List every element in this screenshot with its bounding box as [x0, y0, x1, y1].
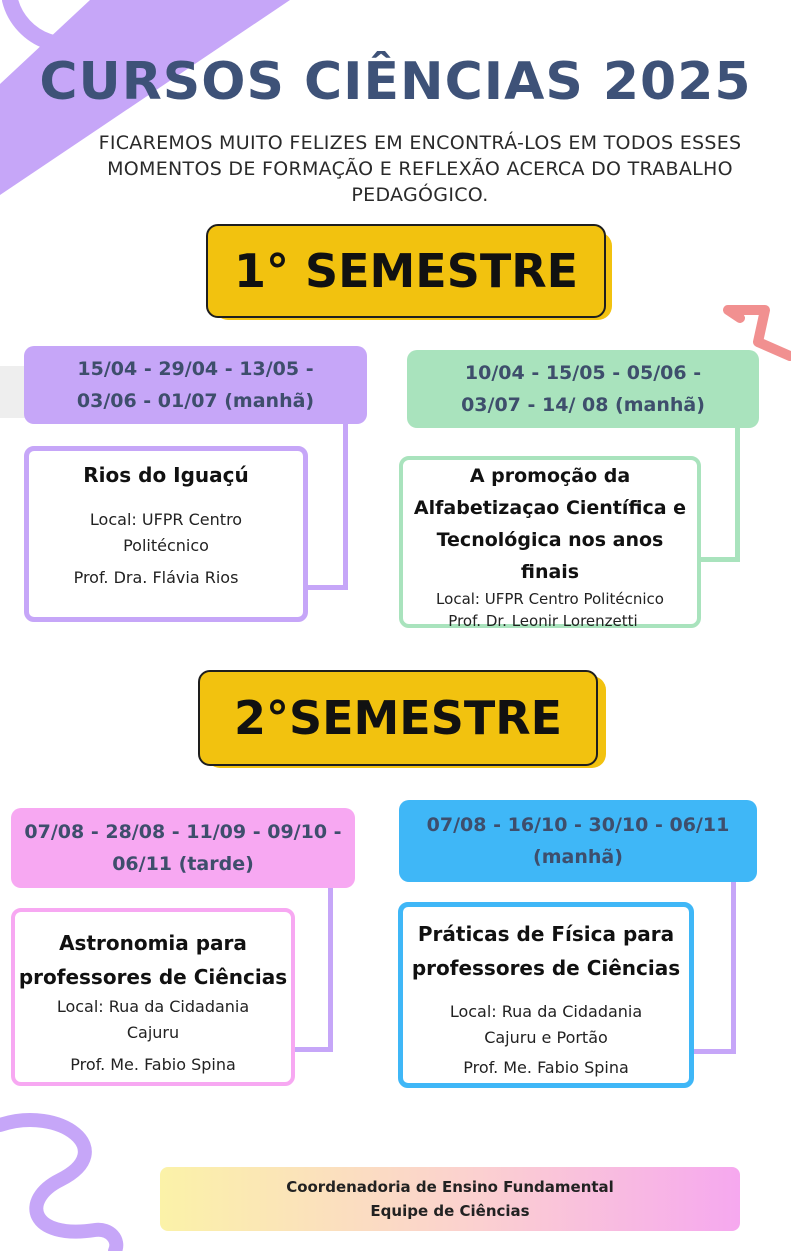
page-title: CURSOS CIÊNCIAS 2025: [39, 52, 752, 112]
title-line: professores de Ciências: [411, 956, 681, 980]
page-subtitle: [70, 130, 770, 208]
title-line: Alfabetizaçao Científica e: [413, 497, 687, 519]
course-title: [403, 917, 689, 985]
location-line: Politécnico: [123, 536, 209, 555]
course-location: [29, 507, 303, 559]
subtitle-line: FICAREMOS MUITO FELIZES EM ENCONTRÁ-LOS EM TODOS ESSES: [98, 132, 742, 154]
course4-connector: [688, 876, 736, 1054]
title-line: Tecnológica nos anos: [436, 529, 664, 551]
course3-dates: [11, 808, 355, 888]
title-line: finais: [520, 561, 580, 583]
course-professor: Prof. Me. Fabio Spina: [70, 1055, 236, 1074]
subtitle-line: MOMENTOS DE FORMAÇÃO E REFLEXÃO ACERCA DO TRABALHO: [107, 158, 733, 180]
location-line: Local: UFPR Centro: [89, 510, 243, 529]
footer-line: Equipe de Ciências: [370, 1202, 530, 1220]
subtitle-line: PEDAGÓGICO.: [351, 184, 489, 206]
purple-squiggle-bottom-shape: [0, 1120, 116, 1251]
semester1-banner: 1° SEMESTRE: [206, 224, 606, 318]
course2-dates: [407, 350, 759, 428]
course-location: [403, 999, 689, 1051]
course4-card: [398, 902, 694, 1088]
course-location: Local: UFPR Centro Politécnico: [436, 590, 664, 608]
date-line: (manhã): [533, 846, 623, 868]
location-line: Local: Rua da Cidadania: [56, 997, 250, 1016]
course-title: [15, 926, 291, 994]
course-title: Rios do Iguaçú: [83, 463, 249, 487]
date-line: 03/07 - 14/ 08 (manhã): [461, 394, 705, 416]
course4-dates: [399, 800, 757, 882]
location-line: Local: Rua da Cidadania: [449, 1002, 643, 1021]
location-line: Cajuru: [126, 1023, 180, 1042]
date-line: 07/08 - 28/08 - 11/09 - 09/10 -: [24, 821, 342, 843]
course-professor: Prof. Dr. Leonir Lorenzetti: [448, 612, 638, 630]
title-line: Práticas de Física para: [417, 922, 675, 946]
course-professor: Prof. Me. Fabio Spina: [463, 1058, 629, 1077]
title-line: A promoção da: [469, 465, 631, 487]
semester2-banner: 2°SEMESTRE: [198, 670, 598, 766]
title-line: professores de Ciências: [18, 965, 288, 989]
course3-card: [11, 908, 295, 1086]
location-line: Cajuru e Portão: [484, 1028, 608, 1047]
date-line: 03/06 - 01/07 (manhã): [76, 390, 315, 412]
footer-banner: [160, 1167, 740, 1231]
date-line: 15/04 - 29/04 - 13/05 -: [77, 358, 314, 380]
date-line: 10/04 - 15/05 - 05/06 -: [464, 362, 702, 384]
course2-card: [399, 456, 701, 628]
course-location: [15, 994, 291, 1046]
date-line: 06/11 (tarde): [112, 853, 254, 875]
title-line: Astronomia para: [59, 931, 247, 955]
footer-line: Coordenadoria de Ensino Fundamental: [286, 1178, 614, 1196]
course1-card: [24, 446, 308, 622]
date-line: 07/08 - 16/10 - 30/10 - 06/11: [426, 814, 730, 836]
course1-dates: [24, 346, 367, 424]
course-professor: Prof. Dra. Flávia Rios: [73, 568, 239, 587]
course-title: [403, 460, 697, 588]
